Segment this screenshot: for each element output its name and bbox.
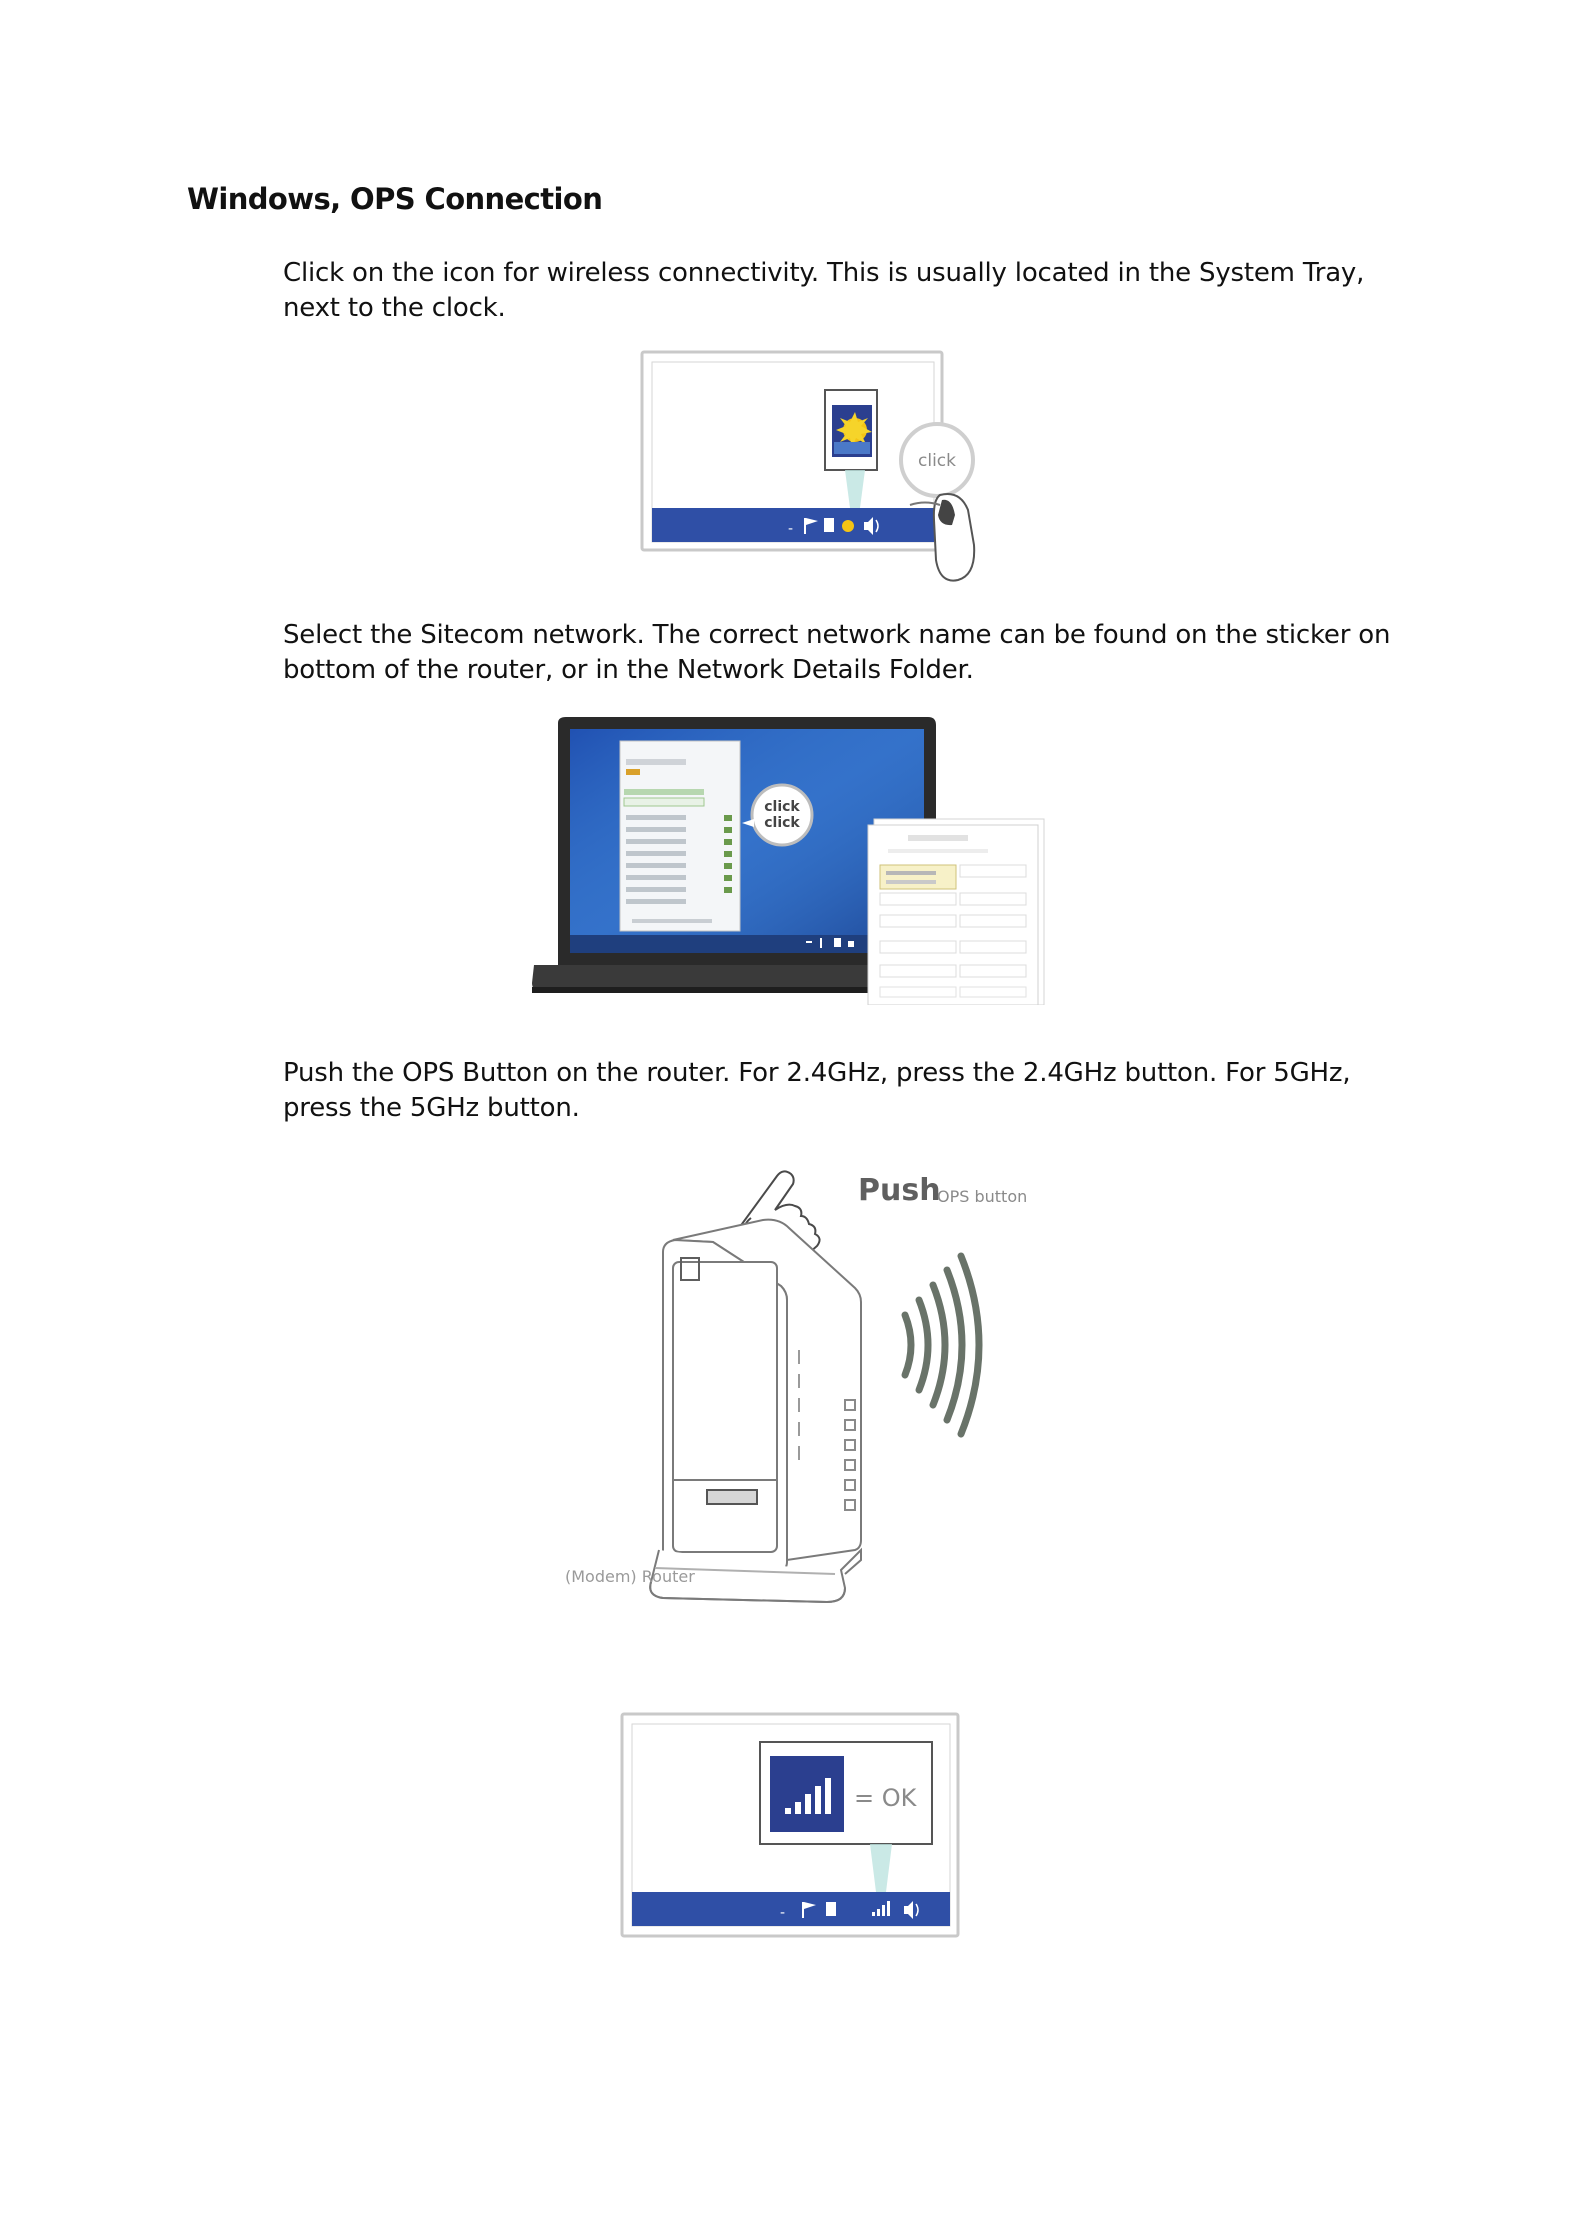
figure-connection-ok <box>620 1712 968 1948</box>
radio-waves-icon <box>905 1256 979 1434</box>
router-label: (Modem) Router <box>565 1567 695 1586</box>
callout-click-text: click <box>918 451 956 471</box>
figure-system-tray-click <box>640 350 1005 588</box>
network-details-folder <box>868 819 1044 1005</box>
step-2-text: Select the Sitecom network. The correct network name can be found on the sticker on bottom of the router, or in the Network Details Folder. <box>283 620 1391 685</box>
network-list-panel <box>620 741 740 931</box>
svg-text:‑: ‑ <box>780 1905 786 1921</box>
wireless-icon <box>832 405 872 457</box>
section-heading: Windows, OPS Connection <box>187 182 603 216</box>
figure-push-ops-button <box>555 1150 1035 1610</box>
figure-select-network <box>528 715 1048 1005</box>
tray-wireless-icon <box>842 520 854 532</box>
network-icon <box>826 1902 836 1916</box>
taskbar <box>632 1892 950 1926</box>
push-label: Push <box>858 1173 941 1208</box>
network-icon <box>824 518 834 532</box>
callout-line1: click <box>764 799 800 815</box>
signal-bars-icon <box>770 1756 844 1832</box>
callout-line2: click <box>764 815 800 831</box>
ok-label: = OK <box>854 1784 917 1812</box>
router <box>650 1220 861 1602</box>
svg-text:‑: ‑ <box>788 521 794 537</box>
step-3-text: Push the OPS Button on the router. For 2.4GHz, press the 2.4GHz button. For 5GHz, press the 5GHz button. <box>283 1058 1351 1123</box>
step-1-text: Click on the icon for wireless connectivity. This is usually located in the System Tray, next to the clock. <box>283 258 1365 323</box>
push-sub-label: OPS button <box>937 1187 1028 1206</box>
